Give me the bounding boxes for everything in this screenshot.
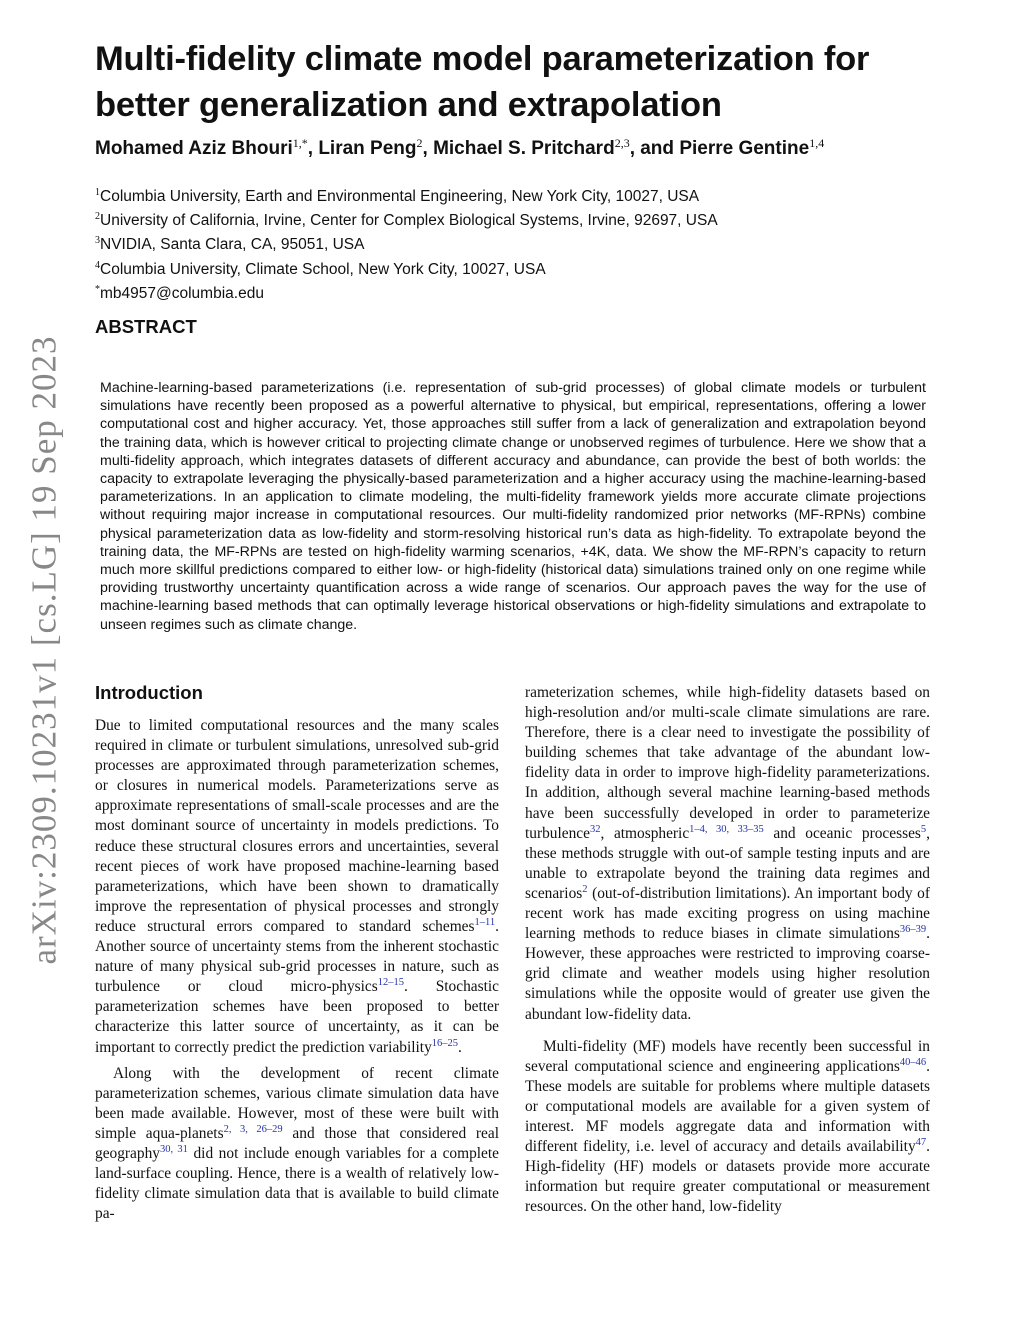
body-text: rameterization schemes, while high-fidelity datasets based on high-resolution and/or multi-scale climate simulations are rare. Therefore, there is a clear need to investigate the possibility of building schemes that take advantage of the abundant low-fidelity data in order to improve high-fidelity parameterizations. In addition, although several machine learning-based methods have been successfully developed in order to parameterize turbulence bbox=[525, 684, 930, 842]
body-paragraph bbox=[95, 716, 499, 1058]
contact-email bbox=[95, 280, 955, 304]
author-affiliation-mark: 1,4 bbox=[809, 136, 825, 150]
citation-link[interactable]: 36–39 bbox=[899, 924, 927, 936]
citation-link[interactable]: 30, 31 bbox=[159, 1143, 188, 1155]
citation-link[interactable]: 40–46 bbox=[899, 1056, 927, 1068]
body-text: and those that considered real geography bbox=[95, 1124, 499, 1162]
body-text: . Another source of uncertainty stems from the inherent stochastic nature of many physical sub-grid processes in nature, such as turbulence or cloud micro-physics bbox=[95, 917, 499, 996]
affiliation bbox=[95, 231, 955, 255]
body-paragraph bbox=[95, 1064, 499, 1225]
citation-link[interactable]: 47 bbox=[915, 1137, 927, 1149]
arxiv-identifier-text: arXiv:2309.10231v1 [cs.LG] 19 Sep 2023 bbox=[25, 335, 65, 965]
abstract-text: Machine-learning-based parameterizations (i.e. representation of sub-grid processes) of global climate models or turbulent simulations have recently been proposed as a powerful alternative to physical, but empirical, representations, offering a lower computational cost and higher accuracy. Yet, those approaches still suffer from a lack of generalization and extrapolation beyond the training data, which is however critical to projecting climate change or unobserved regimes of turbulence. Here we show that a multi-fidelity approach, which integrates datasets of different accuracy and abundance, can provide the best of both worlds: the capacity to extrapolate leveraging the physically-based parameterization and a higher accuracy using the machine-learning-based parameterizations. In an application to climate modeling, the multi-fidelity framework yields more accurate climate projections without requiring major increase in computational resources. Our multi-fidelity randomized prior networks (MF-RPNs) combine physical parameterization data as low-fidelity and storm-resolving historical run’s data as high-fidelity. To extrapolate beyond the training data, the MF-RPNs are tested on high-fidelity warming scenarios, +4K, data. We show the MF-RPN’s capacity to return much more skillful predictions compared to either low- or high-fidelity (historical data) simulations trained only on one regime while providing trustworthy uncertainty quantification across a wide range of scenarios. Our approach paves the way for the use of machine-learning based methods that can optimally leverage historical observations or high-fidelity simulations and extrapolate to unseen regimes such as climate change. bbox=[100, 380, 926, 633]
body-text: did not include enough variables for a complete land-surface coupling. Hence, there is a wealth of relatively low-fidelity climate simulation data that is available to build climate pa- bbox=[95, 1144, 499, 1223]
affiliation-mark: 4 bbox=[95, 259, 100, 271]
affiliation-text: Columbia University, Earth and Environmental Engineering, New York City, 10027, USA bbox=[100, 188, 700, 205]
body-text: . Stochastic parameterization schemes have been proposed to better characterize this latter source of uncertainty, as it can be important to correctly predict the prediction variability bbox=[95, 978, 499, 1056]
affiliation-text: Columbia University, Climate School, New York City, 10027, USA bbox=[100, 260, 546, 278]
affiliation-text: NVIDIA, Santa Clara, CA, 95051, USA bbox=[100, 236, 365, 254]
body-text: Due to limited computational resources and the many scales required in climate or turbulent simulations, unresolved sub-grid processes are approximated through parameterization schemes, or closures in numerical models. Parameterizations serve as approximate representations of small-scale processes and are the most dominant source of uncertainty in models predictions. To reduce these structural closures errors and uncertainties, several recent pieces of work have proposed machine-learning based parameterizations, which have been shown to dramatically improve the representation of physical processes and strongly reduce structural errors compared to standard schemes bbox=[95, 717, 499, 935]
body-text: Along with the development of recent climate parameterization schemes, various climate simulation data have been made available. However, most of these were built with simple aqua-planets bbox=[95, 1064, 499, 1142]
author-separator: , bbox=[422, 138, 434, 159]
citation-link[interactable]: 32 bbox=[589, 823, 601, 835]
author-name: Michael S. Pritchard bbox=[433, 138, 615, 159]
author bbox=[433, 138, 679, 159]
body-text: . bbox=[458, 1038, 462, 1056]
affiliation bbox=[95, 207, 955, 231]
author bbox=[318, 138, 433, 159]
affiliation-mark: 2 bbox=[95, 211, 100, 223]
introduction-heading: Introduction bbox=[95, 682, 203, 703]
author-affiliation-mark: 1,* bbox=[292, 136, 308, 150]
body-text: , atmospheric bbox=[600, 824, 690, 842]
author bbox=[679, 138, 824, 159]
author-name: Liran Peng bbox=[318, 138, 417, 159]
author-name: Pierre Gentine bbox=[679, 138, 810, 159]
affiliation-mark: 1 bbox=[95, 187, 100, 198]
author bbox=[95, 138, 318, 159]
arxiv-identifier bbox=[20, 335, 70, 965]
citation-link[interactable]: 1–11 bbox=[474, 916, 496, 928]
author-affiliation-mark: 2 bbox=[416, 136, 423, 150]
body-text: . These models are suitable for problems where multiple datasets or computational models are available for a given system of interest. MF models aggregate data and information with different fidelity, i.e. level of accuracy and details availability bbox=[525, 1057, 930, 1156]
citation-link[interactable]: 2, 3, 26–29 bbox=[223, 1123, 283, 1135]
body-text: and oceanic processes bbox=[763, 824, 921, 842]
author-separator: , bbox=[307, 138, 319, 159]
body-text: Multi-fidelity (MF) models have recently been successful in several computational science and engineering applications bbox=[525, 1037, 930, 1075]
body-text: . High-fidelity (HF) models or datasets provide more accurate information but require greater computational or measurement resources. On the other hand, low-fidelity bbox=[525, 1138, 930, 1216]
citation-link[interactable]: 5 bbox=[920, 823, 927, 835]
author-affiliation-mark: 2,3 bbox=[614, 136, 630, 150]
body-text: . However, these approaches were restricted to improving coarse-grid climate and weather models using higher resolution simulations while the opposite would of greater use given the abundant low-fidelity data. bbox=[525, 925, 930, 1023]
citation-link[interactable]: 12–15 bbox=[377, 977, 405, 989]
affiliation-mark: * bbox=[95, 283, 100, 295]
body-paragraph bbox=[525, 1037, 930, 1218]
left-column bbox=[95, 680, 499, 1224]
email-link[interactable]: mb4957@columbia.edu bbox=[100, 284, 264, 302]
author-list bbox=[95, 136, 955, 160]
affiliation bbox=[95, 256, 955, 280]
paper-title: Multi-fidelity climate model parameterization for better generalization and extrapolation bbox=[95, 40, 870, 124]
body-paragraph-continued bbox=[525, 683, 930, 1025]
abstract-heading: ABSTRACT bbox=[95, 316, 197, 337]
citation-link[interactable]: 1–4, 30, 33–35 bbox=[689, 823, 764, 835]
author-name: Mohamed Aziz Bhouri bbox=[95, 138, 293, 159]
citation-link[interactable]: 2 bbox=[582, 883, 588, 895]
citation-link[interactable]: 16–25 bbox=[431, 1037, 459, 1049]
affiliation-mark: 3 bbox=[95, 235, 100, 247]
affiliation bbox=[95, 183, 955, 207]
right-column bbox=[525, 683, 930, 1217]
body-text: (out-of-distribution limitations). An important body of recent work has made exciting progress on using machine learning methods to reduce biases in climate simulations bbox=[525, 884, 930, 943]
affiliation-list bbox=[95, 183, 955, 304]
affiliation-text: University of California, Irvine, Center for Complex Biological Systems, Irvine, 92697, USA bbox=[100, 212, 718, 230]
author-separator: , and bbox=[629, 138, 680, 159]
body-text: , these methods struggle with out-of sample testing inputs and are unable to extrapolate beyond the training data regimes and scenarios bbox=[525, 824, 930, 902]
